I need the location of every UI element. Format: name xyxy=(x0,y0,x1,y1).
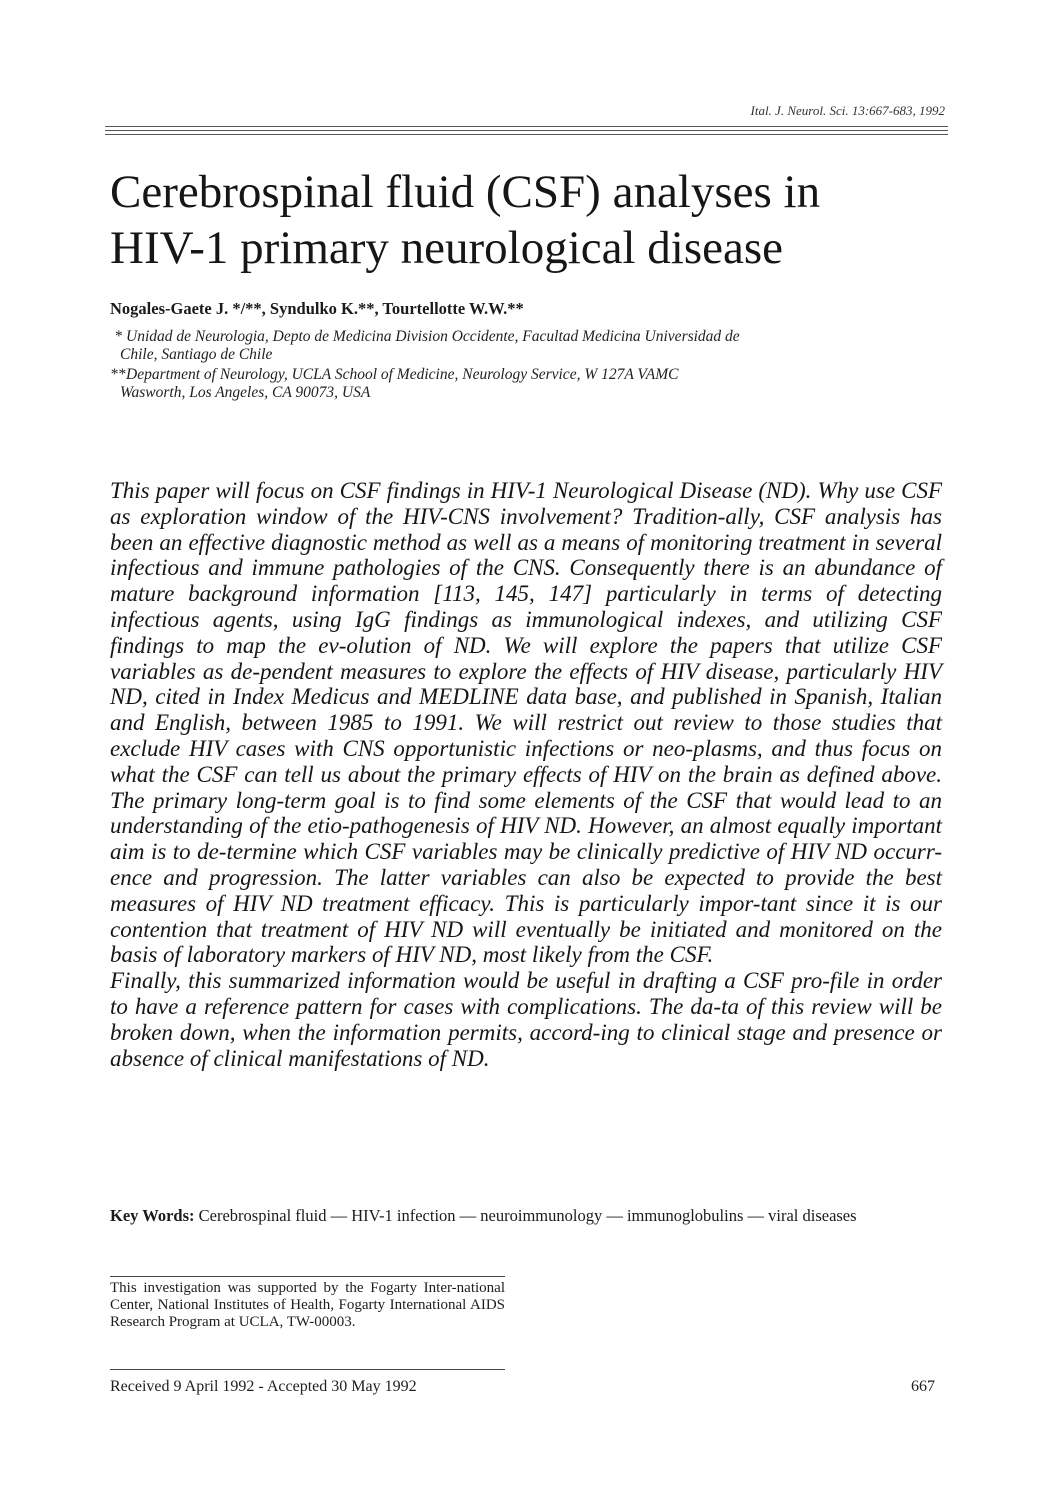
affiliation-mark: * xyxy=(114,328,122,345)
affiliation-line: Chile, Santiago de Chile xyxy=(120,346,273,363)
affiliation-1 xyxy=(110,328,950,364)
abstract xyxy=(110,478,942,1071)
funding-note: This investigation was supported by the Fogarty Inter-national Center, National Institutes of Health, Fogarty International AIDS Research Program at UCLA, TW-00003. xyxy=(110,1280,505,1330)
header-rule xyxy=(105,130,948,131)
title-line-2: HIV-1 primary neurological disease xyxy=(110,222,784,274)
header-rule xyxy=(105,126,948,127)
affiliation-line: Department of Neurology, UCLA School of Medicine, Neurology Service, W 127A VAMC xyxy=(126,366,679,383)
affiliation-mark: ** xyxy=(110,366,126,383)
footnote-rule xyxy=(110,1276,505,1277)
journal-reference: Ital. J. Neurol. Sci. 13:667-683, 1992 xyxy=(750,103,945,118)
header-rule xyxy=(105,134,948,135)
paper-title xyxy=(110,164,950,276)
title-line-1: Cerebrospinal fluid (CSF) analyses in xyxy=(110,166,821,218)
abstract-paragraph: Finally, this summarized information would be useful in drafting a CSF pro-file in order to have a reference pattern for cases with complications. The da-ta of this review will be broken down, when the information permits, accord-ing to clinical stage and presence or absence of clinical manifestations of ND. xyxy=(110,968,942,1071)
footnote-rule xyxy=(110,1369,505,1370)
affiliation-line: Unidad de Neurologia, Depto de Medicina Division Occidente, Facultad Medicina Universidad de xyxy=(126,328,740,345)
abstract-paragraph: This paper will focus on CSF findings in HIV-1 Neurological Disease (ND). Why use CSF as exploration window of the HIV-CNS involvement? Tradition-ally, CSF analysis has been an effective diagnostic method as well as a means of monitoring treatment in several infectious and immune pathologies of the CNS. Consequently there is an abundance of mature background information [113, 145, 147] particularly in terms of detecting infectious agents, using IgG findings as immunological indexes, and utilizing CSF findings to map the ev-olution of ND. We will explore the papers that utilize CSF variables as de-pendent measures to explore the effects of HIV disease, particularly HIV ND, cited in Index Medicus and MEDLINE data base, and published in Spanish, Italian and English, between 1985 to 1991. We will restrict out review to those studies that exclude HIV cases with CNS opportunistic infections or neo-plasms, and thus focus on what the CSF can tell us about the primary effects of HIV on the brain as defined above. The primary long-term goal is to find some elements of the CSF that would lead to an understanding of the etio-pathogenesis of HIV ND. However, an almost equally important aim is to de-termine which CSF variables may be clinically predictive of HIV ND occurr-ence and progression. The latter variables can also be expected to provide the best measures of HIV ND treatment efficacy. This is particularly impor-tant since it is our contention that treatment of HIV ND will eventually be initiated and monitored on the basis of laboratory markers of HIV ND, most likely from the CSF. xyxy=(110,478,942,968)
received-accepted-dates: Received 9 April 1992 - Accepted 30 May 1992 xyxy=(110,1378,417,1395)
author-list: Nogales-Gaete J. */**, Syndulko K.**, Tourtellotte W.W.** xyxy=(110,299,524,318)
page-number: 667 xyxy=(911,1378,935,1395)
keywords xyxy=(110,1206,942,1225)
affiliation-2 xyxy=(110,366,950,402)
affiliation-line: Wasworth, Los Angeles, CA 90073, USA xyxy=(120,384,371,401)
keywords-text: Cerebrospinal fluid — HIV-1 infection — neuroimmunology — immunoglobulins — viral diseases xyxy=(198,1206,857,1225)
keywords-label: Key Words: xyxy=(110,1206,195,1225)
